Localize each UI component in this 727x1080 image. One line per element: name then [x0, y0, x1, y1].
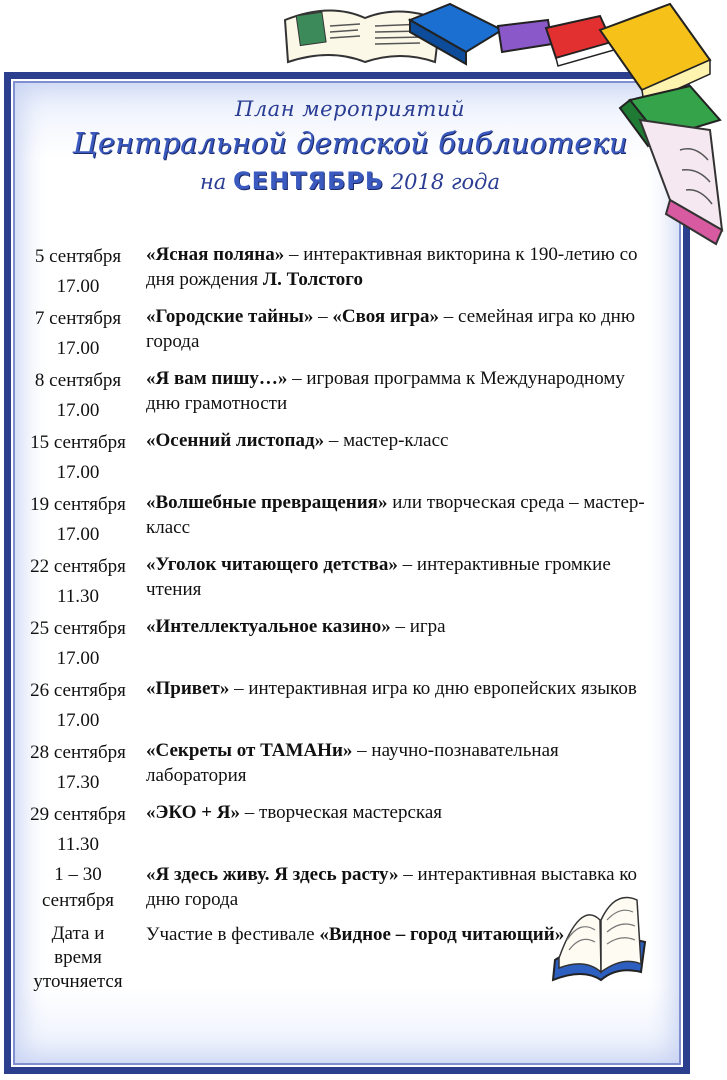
event-description: «Секреты от ТАМАНи» – научно-познавательная лаборатория	[146, 740, 559, 786]
event-description: «Я здесь живу. Я здесь расту» – интерактивная выставка ко дню города	[146, 864, 638, 910]
event-date: 22 сентября 11.30	[30, 556, 126, 607]
event-date: 8 сентября 17.00	[34, 370, 122, 421]
header-line1: План мероприятий	[235, 97, 465, 121]
event-date: 1 – 30 сентября	[42, 864, 114, 911]
event-row	[16, 798, 646, 860]
event-row	[16, 860, 646, 920]
event-row	[16, 302, 646, 364]
event-date: 25 сентября 17.00	[30, 618, 126, 669]
event-description: «Я вам пишу…» – игровая программа к Международному дню грамотности	[146, 368, 625, 414]
event-row	[16, 488, 646, 550]
header-library-name: Центральной детской библиотеки	[72, 126, 628, 160]
event-date: 15 сентября 17.00	[30, 432, 126, 483]
event-date: 5 сентября 17.00	[34, 246, 122, 297]
event-description: «ЭКО + Я» – творческая мастерская	[146, 802, 443, 823]
event-row	[16, 426, 646, 488]
event-row	[16, 920, 646, 994]
event-date: 19 сентября 17.00	[30, 494, 126, 545]
event-date: 7 сентября 17.00	[34, 308, 122, 359]
event-date: 28 сентября 17.30	[30, 742, 126, 793]
event-row	[16, 364, 646, 426]
event-description: «Волшебные превращения» или творческая среда – мастер-класс	[146, 492, 645, 538]
event-description: «Привет» – интерактивная игра ко дню европейских языков	[146, 678, 637, 699]
header-year: 2018 года	[390, 170, 501, 194]
event-description: «Интеллектуальное казино» – игра	[146, 616, 446, 637]
event-row	[16, 550, 646, 612]
page-header	[10, 96, 690, 197]
event-date: Дата и время уточняется	[33, 923, 123, 992]
event-row	[16, 612, 646, 674]
event-row	[16, 240, 646, 302]
event-row	[16, 674, 646, 736]
header-month: СЕНТЯБРЬ	[233, 167, 385, 195]
header-prefix: на	[199, 170, 227, 194]
event-description: «Осенний листопад» – мастер-класс	[146, 430, 449, 451]
header-period	[10, 166, 690, 197]
events-list	[16, 240, 646, 994]
event-row	[16, 736, 646, 798]
event-date: 29 сентября 11.30	[30, 804, 126, 855]
event-description: «Ясная поляна» – интерактивная викторина к 190-летию со дня рождения Л. Толстого	[146, 244, 638, 290]
event-description: «Уголок читающего детства» – интерактивные громкие чтения	[146, 554, 611, 600]
event-date: 26 сентября 17.00	[30, 680, 126, 731]
event-description: Участие в фестивале «Видное – город читающий»	[146, 924, 565, 945]
event-description: «Городские тайны» – «Своя игра» – семейная игра ко дню города	[146, 306, 636, 352]
